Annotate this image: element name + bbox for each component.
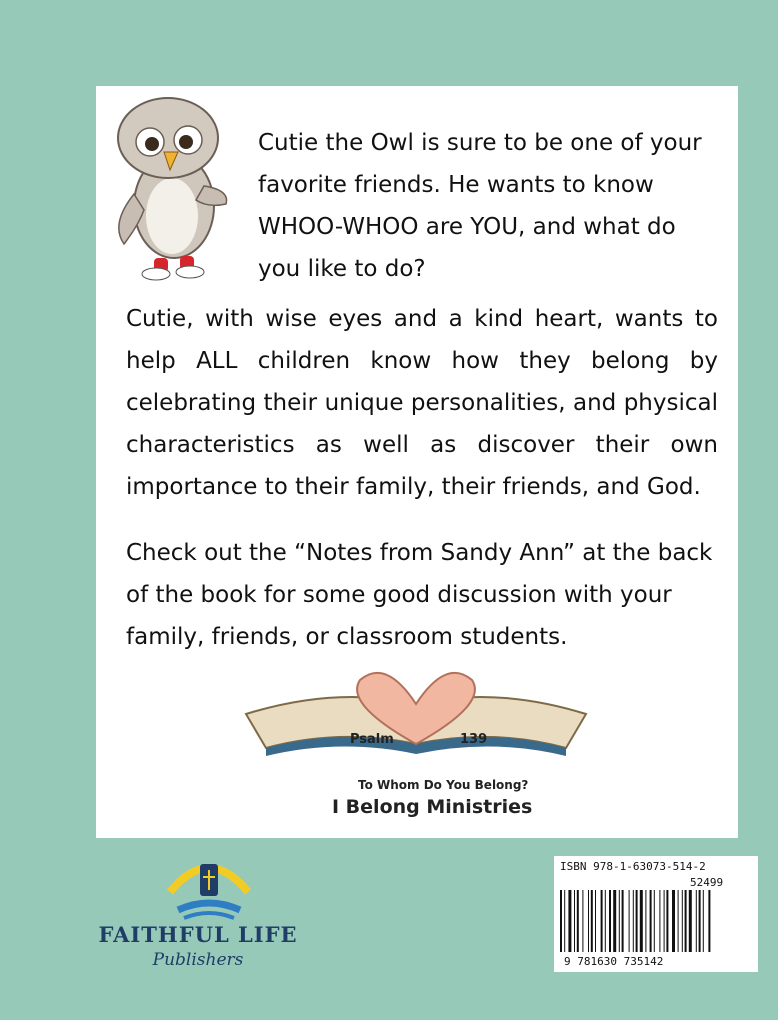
isbn-text: ISBN 978-1-63073-514-2: [560, 860, 706, 873]
barcode-bar: [622, 890, 624, 952]
barcode-bar: [588, 890, 589, 952]
barcode-bar: [696, 890, 697, 952]
barcode-bar: [568, 890, 571, 952]
mission-paragraph: Cutie, with wise eyes and a kind heart, wants to help ALL children know how they belong by celebrating their unique personalities, and physical characteristics as well as discover their own importance to their family, their friends, and God.: [126, 306, 718, 500]
barcode-bar: [640, 890, 643, 952]
ean-number: 9 781630 735142: [564, 955, 664, 968]
barcode-bar: [613, 890, 616, 952]
back-cover-panel: [96, 86, 738, 838]
barcode-bar: [582, 890, 583, 952]
barcode-bar: [685, 890, 687, 952]
publisher-subtitle: Publishers: [152, 950, 244, 970]
barcode-bar: [659, 890, 660, 952]
barcode-bar: [574, 890, 575, 952]
barcode-bar: [645, 890, 646, 952]
barcode-bar: [629, 890, 630, 952]
barcode-bar: [682, 890, 683, 952]
intro-paragraph: Cutie the Owl is sure to be one of your favorite friends. He wants to know WHOO-WHOO are YOU, and what do you like to do?: [258, 130, 702, 282]
barcode-bar: [672, 890, 675, 952]
barcode-bar: [577, 890, 579, 952]
notes-paragraph: Check out the “Notes from Sandy Ann” at the back of the book for some good discussion with your family, friends, or classroom students.: [126, 540, 713, 650]
barcode-bar: [595, 890, 596, 952]
barcode-bar: [708, 890, 710, 952]
barcode-bar: [633, 890, 634, 952]
barcode-bar: [678, 890, 679, 952]
barcode-bar: [664, 890, 665, 952]
bible-chapter-label: 139: [460, 732, 488, 747]
barcode-bar: [699, 890, 701, 952]
barcode-bar: [650, 890, 652, 952]
barcode-bar: [601, 890, 603, 952]
barcode-bar: [703, 890, 704, 952]
barcode-bar: [689, 890, 692, 952]
ministry-tagline: To Whom Do You Belong?: [358, 778, 529, 792]
open-bible-heart-illustration: [236, 658, 596, 778]
barcode-bars: [560, 890, 752, 952]
barcode-bar: [609, 890, 611, 952]
bible-psalm-label: Psalm: [350, 732, 394, 747]
publisher-emblem-icon: [164, 852, 254, 924]
ministry-name: I Belong Ministries: [332, 796, 533, 818]
barcode-bar: [564, 890, 565, 952]
owl-illustration: [104, 94, 234, 284]
barcode-bar: [654, 890, 655, 952]
barcode-bar: [591, 890, 593, 952]
publisher-logo: [74, 852, 320, 982]
isbn-barcode: [554, 856, 758, 972]
barcode-bar: [560, 890, 562, 952]
publisher-name: FAITHFUL LIFE: [98, 922, 298, 947]
barcode-bar: [666, 890, 668, 952]
barcode-bar: [636, 890, 638, 952]
price-code: 52499: [690, 876, 724, 889]
barcode-bar: [605, 890, 606, 952]
barcode-bar: [619, 890, 620, 952]
